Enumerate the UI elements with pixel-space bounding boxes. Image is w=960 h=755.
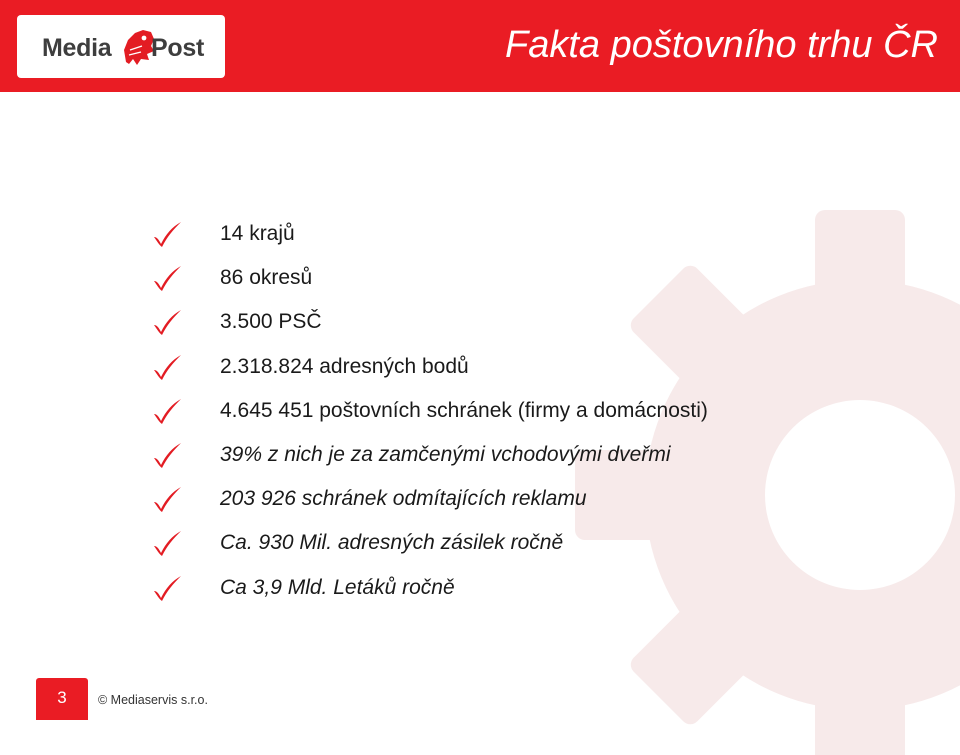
mediapost-logo	[17, 15, 225, 78]
fact-text: 4.645 451 poštovních schránek (firmy a domácnosti)	[220, 398, 708, 422]
list-item	[150, 389, 708, 433]
checkmark-icon	[150, 574, 184, 602]
fact-text: 86 okresů	[220, 266, 313, 290]
fact-text: 14 krajů	[220, 222, 295, 246]
checkmark-icon	[150, 220, 184, 248]
list-item	[150, 433, 708, 477]
list-item	[150, 521, 708, 565]
fact-text: Ca 3,9 Mld. Letáků ročně	[220, 575, 455, 599]
list-item	[150, 345, 708, 389]
copyright-text: © Mediaservis s.r.o.	[98, 693, 208, 707]
list-item	[150, 300, 708, 344]
header-bar	[0, 0, 960, 92]
fact-text: 39% z nich je za zamčenými vchodovými dveřmi	[220, 443, 671, 467]
logo-text-post: Post	[151, 34, 204, 62]
checkmark-icon	[150, 485, 184, 513]
page-number: 3	[36, 678, 88, 720]
fact-text: Ca. 930 Mil. adresných zásilek ročně	[220, 531, 564, 555]
fact-text: 3.500 PSČ	[220, 310, 322, 334]
checkmark-icon	[150, 397, 184, 425]
list-item	[150, 212, 708, 256]
checkmark-icon	[150, 353, 184, 381]
checkmark-icon	[150, 308, 184, 336]
list-item	[150, 566, 708, 610]
logo-text-media: Media	[42, 34, 112, 62]
list-item	[150, 256, 708, 300]
fact-text: 2.318.824 adresných bodů	[220, 354, 469, 378]
fact-text: 203 926 schránek odmítajících reklamu	[220, 487, 587, 511]
facts-list	[150, 212, 708, 610]
checkmark-icon	[150, 529, 184, 557]
page-title: Fakta poštovního trhu ČR	[505, 24, 938, 66]
checkmark-icon	[150, 264, 184, 292]
list-item	[150, 477, 708, 521]
checkmark-icon	[150, 441, 184, 469]
